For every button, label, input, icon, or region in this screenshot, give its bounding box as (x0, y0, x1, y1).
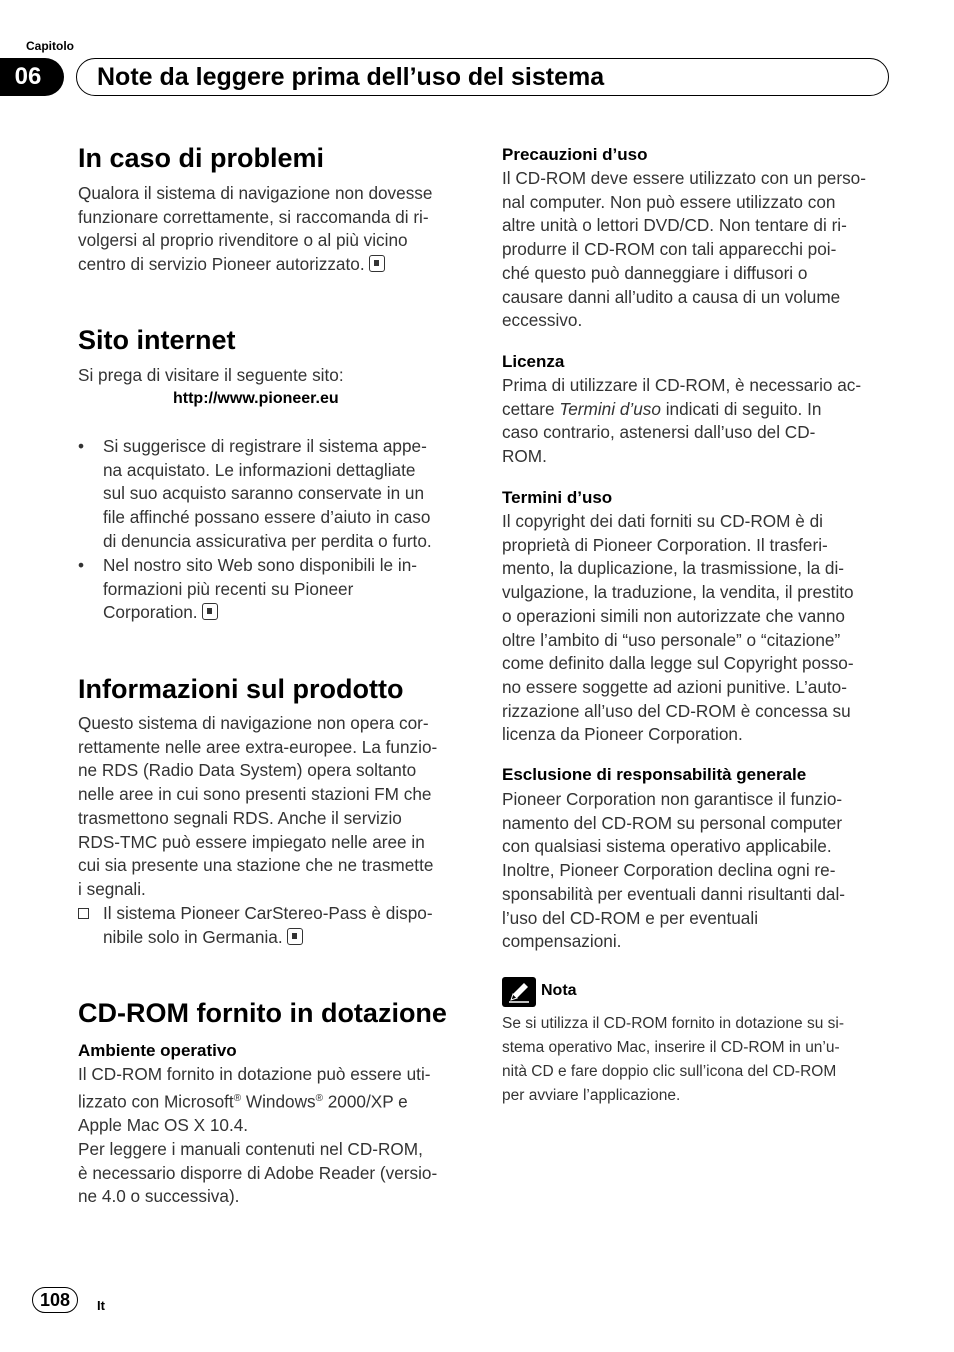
text-line: sul suo acquisto saranno conservate in un (103, 483, 425, 504)
list-item (78, 435, 432, 554)
paragraph-termini (502, 510, 854, 747)
text-line: causare danni all’udito a causa di un volume (502, 286, 841, 307)
text-line: trasmettono segnali RDS. Anche il servizio (78, 807, 402, 828)
text-line: proprietà di Pioneer Corporation. Il trasferi- (502, 534, 828, 555)
text-line: Il copyright dei dati forniti su CD-ROM è di (502, 511, 823, 531)
end-mark-icon (287, 928, 303, 945)
text-line: ne RDS (Radio Data System) opera soltanto (78, 760, 417, 781)
italic-term: Termini d’uso (559, 398, 661, 419)
paragraph-esclusione (502, 788, 845, 954)
text-line: nità CD e fare doppio clic sull’icona del CD-ROM (502, 1063, 837, 1080)
bullet: • (78, 555, 85, 575)
registered-mark: ® (233, 1092, 242, 1104)
chapter-title-box (76, 58, 889, 96)
text-line: con qualsiasi sistema operativo applicabile. (502, 836, 832, 857)
paragraph-licenza (502, 374, 861, 469)
paragraph-problemi (78, 182, 432, 277)
text-line: no essere soggette ad azioni punitive. L’auto- (502, 676, 847, 697)
text-line: caso contrario, astenersi dall’uso del CD- (502, 422, 816, 443)
chapter-label: Capitolo (26, 39, 74, 53)
note-text (502, 1012, 844, 1108)
text-line: i segnali. (78, 878, 146, 899)
text-line: na acquistato. Le informazioni dettagliate (103, 459, 416, 480)
text-line: Corporation. (103, 602, 198, 623)
text-line: Il CD-ROM fornito in dotazione può essere uti- (78, 1064, 431, 1084)
text-line: indicati di seguito. In (660, 398, 822, 419)
text-line: cui sia presente una stazione che ne trasmette (78, 855, 434, 876)
text-line: RDS-TMC può essere impiegato nelle aree in (78, 831, 425, 852)
text-line: Inoltre, Pioneer Corporation declina ogni re- (502, 860, 836, 881)
text-line: nibile solo in Germania. (103, 926, 283, 947)
text-line: nelle aree in cui sono presenti stazioni FM che (78, 784, 432, 805)
text-line: altre unità o lettori DVD/CD. Non tentare di ri- (502, 215, 847, 236)
heading-cdrom: CD-ROM fornito in dotazione (78, 998, 447, 1028)
text-line: namento del CD-ROM su personal computer (502, 812, 843, 833)
text-line: file affinché possano essere d’aiuto in caso (103, 507, 431, 528)
subheading-esclusione: Esclusione di responsabilità generale (502, 765, 807, 784)
text-line: funzionare correttamente, si raccomanda di ri- (78, 206, 429, 227)
heading-sito: Sito internet (78, 325, 236, 355)
text-line: Qualora il sistema di navigazione non dovesse (78, 183, 433, 203)
text-line: l’uso del CD-ROM e per eventuali (502, 907, 759, 928)
text-line: licenza da Pioneer Corporation. (502, 724, 743, 745)
text-line: Questo sistema di navigazione non opera cor- (78, 713, 429, 733)
text-line: Si suggerisce di registrare il sistema appe- (103, 436, 427, 456)
text-line: stema operativo Mac, inserire il CD-ROM in un’u- (502, 1039, 840, 1056)
text-line: sponsabilità per eventuali danni risultanti dal- (502, 883, 846, 904)
text-line: vulgazione, la traduzione, la vendita, il prestito (502, 582, 854, 603)
language-code: It (97, 1298, 105, 1313)
text-line: formazioni più recenti su Pioneer (103, 578, 354, 599)
text-line: ne 4.0 o successiva). (78, 1186, 240, 1207)
text-line: Nel nostro sito Web sono disponibili le in- (103, 555, 417, 575)
chapter-title: Note da leggere prima dell’uso del sistema (97, 62, 605, 91)
text-line: di denuncia assicurativa per perdita o furto. (103, 530, 432, 551)
bullet: • (78, 436, 85, 456)
subheading-ambiente: Ambiente operativo (78, 1041, 237, 1060)
checkbox-note (103, 902, 433, 949)
list-item (78, 554, 417, 625)
text-line: è necessario disporre di Adobe Reader (versio- (78, 1162, 438, 1183)
text-line: Prima di utilizzare il CD-ROM, è necessario ac- (502, 375, 862, 395)
note-label: Nota (541, 982, 577, 999)
paragraph-precauzioni (502, 167, 866, 333)
text-line: volgersi al proprio rivenditore o al più vicino (78, 230, 408, 251)
paragraph-cdrom (78, 1063, 437, 1209)
text-line: Per leggere i manuali contenuti nel CD-ROM, (78, 1138, 423, 1159)
text-line: eccessivo. (502, 310, 583, 331)
text-line: centro di servizio Pioneer autorizzato. (78, 254, 365, 275)
text-line: cettare (502, 398, 560, 419)
registered-mark: ® (315, 1092, 323, 1104)
subheading-termini: Termini d’uso (502, 488, 613, 507)
text-line: ROM. (502, 446, 547, 467)
chapter-number-badge: 06 (0, 58, 64, 96)
text-line: nal computer. Non può essere utilizzato con (502, 191, 836, 212)
heading-prodotto: Informazioni sul prodotto (78, 674, 404, 704)
sito-intro (78, 364, 344, 388)
text-line: Se si utilizza il CD-ROM fornito in dotazione su si- (502, 1015, 844, 1032)
text-line: Si prega di visitare il seguente sito: (78, 365, 344, 385)
end-mark-icon (369, 255, 385, 272)
text-line: compensazioni. (502, 931, 622, 952)
text-line: lizzato con Microsoft (78, 1091, 234, 1112)
heading-problemi: In caso di problemi (78, 143, 325, 173)
page-number: 108 (32, 1287, 78, 1313)
text-line: rizzazione all’uso del CD-ROM è concessa su (502, 700, 851, 721)
text-line: Il sistema Pioneer CarStereo-Pass è dispo- (103, 903, 433, 923)
pencil-icon (502, 977, 536, 1007)
text-line: mento, la duplicazione, la trasmissione, la di- (502, 558, 845, 579)
text-line: ché questo può danneggiare i diffusori o (502, 262, 808, 283)
text-line: rettamente nelle aree extra-europee. La funzio- (78, 736, 438, 757)
text-line: Windows (241, 1091, 316, 1112)
paragraph-prodotto (78, 712, 437, 902)
website-url: http://www.pioneer.eu (173, 390, 339, 407)
text-line: produrre il CD-ROM con tali apparecchi poi- (502, 239, 837, 260)
text-line: Apple Mac OS X 10.4. (78, 1115, 249, 1136)
text-line: oltre l’ambito di “uso personale” o “citazione” (502, 629, 841, 650)
text-line: come definito dalla legge sul Copyright posso- (502, 653, 854, 674)
end-mark-icon (202, 603, 218, 620)
subheading-licenza: Licenza (502, 352, 565, 371)
text-line: per avviare l’applicazione. (502, 1087, 681, 1104)
text-line: Il CD-ROM deve essere utilizzato con un perso- (502, 168, 866, 188)
text-line: Pioneer Corporation non garantisce il funzio- (502, 789, 843, 809)
text-line: 2000/XP e (322, 1091, 408, 1112)
text-line: o operazioni simili non autorizzate che vanno (502, 605, 845, 626)
checkbox-icon (78, 908, 89, 919)
subheading-precauzioni: Precauzioni d’uso (502, 145, 648, 164)
